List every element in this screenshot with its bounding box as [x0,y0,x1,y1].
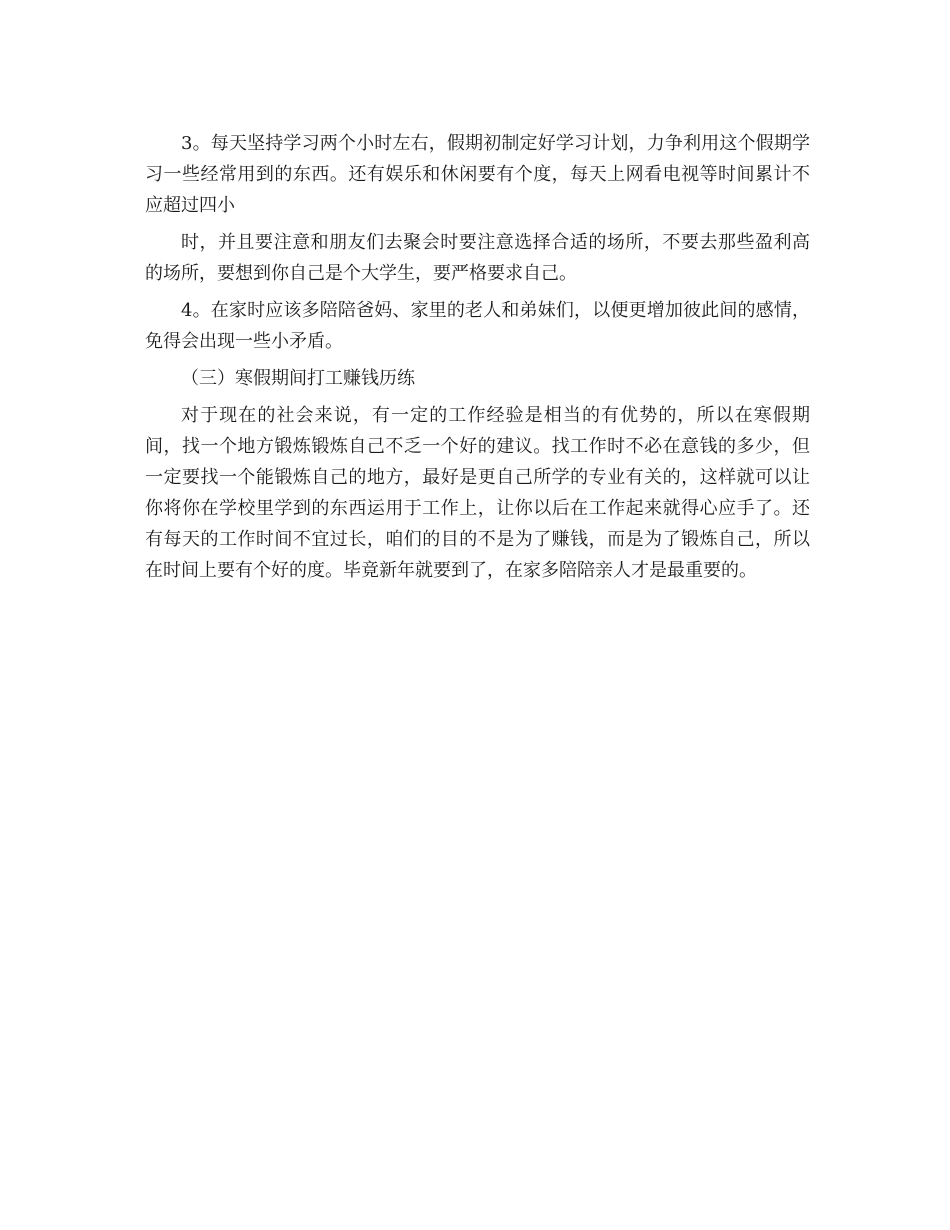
paragraph-part-time-work: 对于现在的社会来说，有一定的工作经验是相当的有优势的，所以在寒假期间，找一个地方锻炼锻炼自己不乏一个好的建议。找工作时不必在意钱的多少，但一定要找一个能锻炼自己的地方，最好是更自己所学的专业有关的，这样就可以让你将你在学校里学到的东西运用于工作上，让你以后在工作起来就得心应手了。还有每天的工作时间不宜过长，咱们的目的不是为了赚钱，而是为了锻炼自己，所以在时间上要有个好的度。毕竟新年就要到了，在家多陪陪亲人才是最重要的。 [145,405,810,581]
paragraph-gathering: 时，并且要注意和朋友们去聚会时要注意选择合适的场所，不要去那些盈利高的场所，要想到你自己是个大学生，要严格要求自己。 [145,232,810,284]
paragraph-family: 4。在家时应该多陪陪爸妈、家里的老人和弟妹们，以便更增加彼此间的感情，免得会出现一些小矛盾。 [145,300,810,352]
section-heading: （三）寒假期间打工赚钱历练 [181,368,415,389]
paragraph-study-plan: 3。每天坚持学习两个小时左右，假期初制定好学习计划，力争利用这个假期学习一些经常用到的东西。还有娱乐和休闲要有个度，每天上网看电视等时间累计不应超过四小 [145,133,810,216]
document-body [145,128,810,586]
